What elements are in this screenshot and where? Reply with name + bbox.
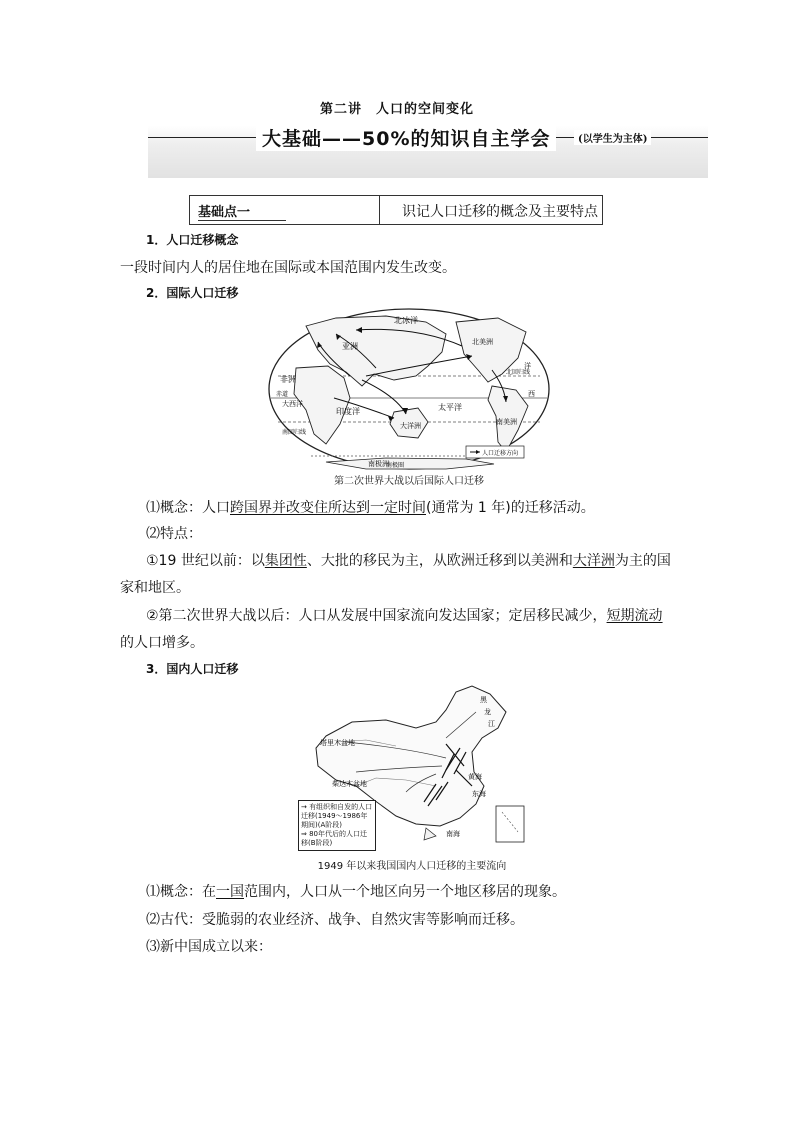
map-label-north-america: 北美洲 [472, 338, 493, 346]
china-label-hei: 黑 [480, 696, 487, 704]
map-label-antarctica: 南极洲 [368, 460, 389, 468]
s3-def-suffix: 范围内，人口从一个地区向另一个地区移居的现象。 [244, 884, 566, 900]
knowledge-label: 基础点一 [198, 201, 286, 221]
f2-underline: 短期流动 [606, 608, 663, 624]
china-label-south-sea: 南海 [446, 830, 460, 838]
map-label-pacific: 太平洋 [438, 403, 462, 412]
f1-text-a: ①19 世纪以前：以 [146, 553, 265, 569]
section-2-features-label: ⑵特点： [146, 526, 202, 542]
knowledge-topic: 识记人口迁移的概念及主要特点 [402, 204, 598, 220]
china-label-long: 龙 [484, 708, 491, 716]
legend-item-a: → 有组织和自发的人口迁移(1949～1986年期间)(A阶段) [301, 803, 373, 829]
map-legend-label: 人口迁移方向 [482, 450, 519, 457]
section-2-definition [146, 497, 595, 517]
world-map-caption: 第二次世界大战以后国际人口迁移 [334, 476, 484, 487]
f1-underline-2: 大洋洲 [572, 553, 615, 569]
feature-2-line-1 [146, 605, 663, 625]
china-label-tarim: 塔里木盆地 [320, 739, 355, 747]
china-label-jiang: 江 [488, 720, 495, 728]
china-label-east-sea: 东海 [472, 790, 486, 798]
f1-text-b: 、大批的移民为主，从欧洲迁移到以美洲和 [306, 553, 573, 569]
s3-def-prefix: ⑴概念：在 [146, 884, 216, 900]
section-1-heading: 1．人口迁移概念 [146, 233, 239, 247]
section-1-text: 一段时间内人的居住地在国际或本国范围内发生改变。 [120, 260, 456, 276]
s3-def-underlined: 一国 [216, 884, 244, 900]
map-label-west: 西 [528, 390, 535, 398]
section-3-definition [146, 881, 566, 901]
f1-text-c: 为主的国 [614, 553, 671, 569]
map-label-tropic-capricorn: 南回归线 [282, 429, 307, 436]
f1-underline-1: 集团性 [264, 553, 307, 569]
knowledge-label-cell [190, 196, 380, 224]
def-suffix: (通常为 1 年)的迁移活动。 [426, 500, 595, 516]
china-map-caption: 1949 年以来我国国内人口迁移的主要流向 [317, 861, 507, 872]
feature-1-line-1 [146, 550, 671, 570]
legend-item-b: ⇒ 80年代后的人口迁移(B阶段) [301, 830, 368, 847]
map-label-arctic-ocean: 北冰洋 [394, 316, 418, 325]
south-sea-inset [496, 806, 524, 842]
map-label-africa: 非洲 [280, 375, 296, 384]
def-prefix: ⑴概念：人口 [146, 500, 230, 516]
page-title: 第二讲 人口的空间变化 [319, 102, 474, 117]
map-label-equator: 赤道 [276, 391, 289, 398]
map-label-ocean-fragment: 洋 [524, 362, 531, 370]
map-label-indian-ocean: 印度洋 [336, 407, 360, 416]
section-3-ancient: ⑵古代：受脆弱的农业经济、战争、自然灾害等影响而迁移。 [146, 912, 524, 928]
map-label-antarctic-circle: 南极圈 [386, 462, 405, 469]
map-label-south-america: 南美洲 [496, 418, 517, 426]
legend-a-text: 有组织和自发的人口迁移(1949～1986年期间)(A阶段) [301, 803, 373, 829]
china-label-qaidam: 柴达木盆地 [332, 780, 367, 788]
china-label-yellow-sea: 黄海 [468, 773, 482, 781]
section-2-heading: 2．国际人口迁移 [146, 286, 239, 300]
map-label-oceania: 大洋洲 [400, 422, 421, 430]
feature-2-line-2: 的人口增多。 [120, 635, 204, 651]
section-3-modern: ⑶新中国成立以来： [146, 939, 272, 955]
section-3-heading: 3．国内人口迁移 [146, 662, 239, 676]
def-underlined: 跨国界并改变住所达到一定时间 [230, 500, 426, 516]
legend-b-text: 80年代后的人口迁移(B阶段) [301, 830, 368, 847]
banner-sub-text: (以学生为主体) [574, 130, 651, 145]
f2-text-a: ②第二次世界大战以后：人口从发展中国家流向发达国家；定居移民减少， [146, 608, 607, 624]
knowledge-point-box [189, 195, 603, 225]
map-label-atlantic: 大西洋 [282, 400, 303, 408]
world-migration-map [266, 306, 552, 472]
banner-main-text: 大基础——50%的知识自主学会 [256, 124, 556, 151]
feature-1-line-2: 家和地区。 [120, 580, 190, 596]
map-label-tropic-cancer: 北回归线 [506, 369, 531, 376]
map-label-asia: 亚洲 [342, 342, 358, 351]
china-map-legend [298, 800, 376, 851]
